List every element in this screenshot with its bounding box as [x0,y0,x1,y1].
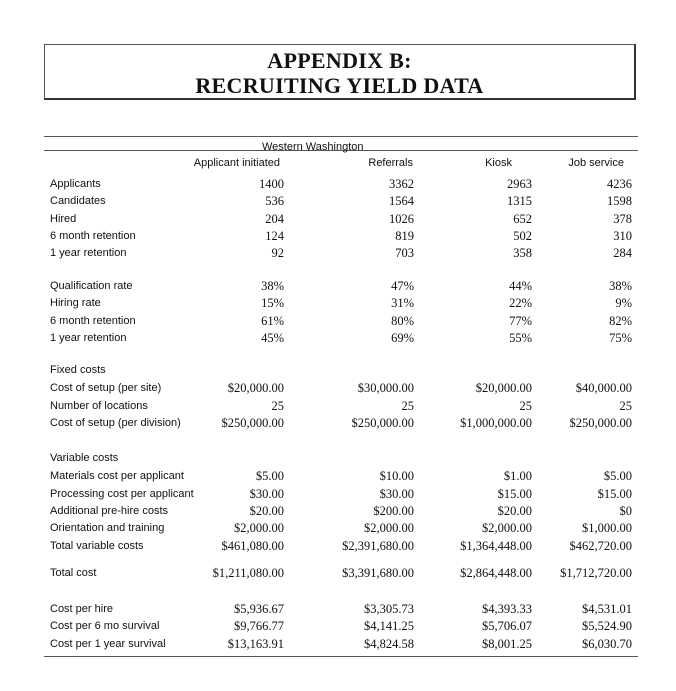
table-cell: $9,766.77 [234,619,284,634]
table-cell: $4,824.58 [364,636,414,651]
table-cell: $1.00 [503,469,532,484]
table-cell: 1315 [507,194,532,209]
table-cell: $15.00 [597,486,632,501]
table-cell: $30.00 [379,486,414,501]
row-label: Materials cost per applicant [50,470,184,483]
table-cell: $3,391,680.00 [342,566,414,580]
row-label: Total cost [50,567,97,579]
table-cell: $5.00 [603,469,632,484]
table-cell: 61% [261,313,284,328]
table-cell: 358 [513,246,532,261]
table-cell: $0 [619,503,632,518]
table-cell: $4,531.01 [582,602,632,616]
row-label: Candidates [50,195,106,208]
table-cell: 82% [609,313,632,328]
row-label: Applicants [50,178,101,190]
row-label: Hired [50,212,77,225]
row-label: Processing cost per applicant [50,487,194,500]
table-cell: 38% [609,279,632,293]
table-cell: 3362 [389,177,414,191]
section-heading-fixed: Fixed costs [50,364,106,376]
table-cell: 124 [265,228,284,243]
table-cell: $462,720.00 [569,538,632,553]
table-cell: 9% [615,296,632,311]
table-cell: $4,141.25 [364,619,414,634]
table-cell: 25 [519,398,532,413]
top-rule [44,136,638,137]
table-cell: 204 [265,211,284,226]
group-header-western-washington: Western Washington [262,141,364,153]
row-label: Qualification rate [50,280,133,292]
bottom-rule [44,656,638,657]
table-cell: 15% [261,296,284,311]
table-cell: $250,000.00 [351,415,414,430]
table-cell: $10.00 [379,469,414,484]
row-label: Hiring rate [50,297,101,310]
table-cell: 92 [271,246,284,261]
table-cell: $1,364,448.00 [460,538,532,553]
row-label: 6 month retention [50,314,136,327]
table-cell: 22% [509,296,532,311]
table-cell: $15.00 [497,486,532,501]
table-cell: 310 [613,228,632,243]
table-cell: $2,000.00 [234,521,284,536]
table-cell: $1,211,080.00 [212,566,284,580]
table-cell: $6,030.70 [582,636,632,651]
row-label: Cost per hire [50,603,113,615]
table-cell: $2,391,680.00 [342,538,414,553]
table-cell: 1598 [607,194,632,209]
column-header-job-service: Job service [568,157,624,169]
table-cell: $1,000.00 [582,521,632,536]
title-line-1: APPENDIX B: [267,48,412,73]
table-cell: 819 [395,228,414,243]
table-cell: 536 [265,194,284,209]
row-label: 1 year retention [50,247,127,260]
table-cell: 77% [509,313,532,328]
table-cell: $2,000.00 [364,521,414,536]
table-cell: $20,000.00 [227,381,284,396]
row-label: 1 year retention [50,331,127,344]
table-cell: $3,305.73 [364,602,414,616]
row-label: Orientation and training [50,522,165,535]
table-cell: $5,524.90 [582,619,632,634]
table-cell: $5.00 [255,469,284,484]
table-cell: $8,001.25 [482,636,532,651]
column-header-kiosk: Kiosk [485,157,512,169]
table-cell: $13,163.91 [227,636,284,651]
column-header-applicant-initiated: Applicant initiated [193,157,280,169]
table-cell: $2,864,448.00 [460,566,532,580]
table-cell: 47% [391,279,414,293]
table-cell: 502 [513,228,532,243]
row-label: Number of locations [50,399,148,412]
table-cell: 1400 [259,177,284,191]
table-cell: 1564 [389,194,414,209]
table-cell: $461,080.00 [221,538,284,553]
row-label: 6 month retention [50,229,136,242]
table-cell: 378 [613,211,632,226]
table-cell: 55% [509,330,532,345]
recruiting-yield-table [44,136,638,656]
column-header-referrals: Referrals [368,157,413,169]
section-heading-variable: Variable costs [50,452,119,464]
table-cell: $5,706.07 [482,619,532,634]
row-label: Cost of setup (per site) [50,382,162,395]
table-cell: $40,000.00 [575,381,632,396]
table-cell: 69% [391,330,414,345]
table-cell: $1,000,000.00 [460,415,532,430]
table-cell: 4236 [607,177,632,191]
row-label: Cost per 6 mo survival [50,620,160,633]
table-cell: $30,000.00 [357,381,414,396]
table-cell: 25 [271,398,284,413]
table-cell: $250,000.00 [221,415,284,430]
table-cell: 75% [609,330,632,345]
table-cell: $200.00 [373,503,414,518]
row-label: Cost per 1 year survival [50,637,166,650]
table-cell: 2963 [507,177,532,191]
table-cell: $1,712,720.00 [560,566,632,580]
table-cell: 44% [509,279,532,293]
table-cell: 25 [619,398,632,413]
table-cell: $4,393.33 [482,602,532,616]
table-cell: $30.00 [249,486,284,501]
table-cell: 652 [513,211,532,226]
table-cell: 25 [401,398,414,413]
table-cell: 38% [261,279,284,293]
table-cell: $5,936.67 [234,602,284,616]
table-cell: $20.00 [249,503,284,518]
table-cell: $250,000.00 [569,415,632,430]
table-cell: 284 [613,246,632,261]
table-cell: 80% [391,313,414,328]
table-cell: 31% [391,296,414,311]
table-cell: 703 [395,246,414,261]
row-label: Additional pre-hire costs [50,504,169,517]
table-cell: 45% [261,330,284,345]
table-cell: $2,000.00 [482,521,532,536]
table-cell: $20,000.00 [475,381,532,396]
title-line-2: RECRUITING YIELD DATA [195,73,484,98]
row-label: Cost of setup (per division) [50,416,181,429]
table-cell: $20.00 [497,503,532,518]
row-label: Total variable costs [50,539,144,552]
table-cell: 1026 [389,211,414,226]
document-title [44,44,636,100]
